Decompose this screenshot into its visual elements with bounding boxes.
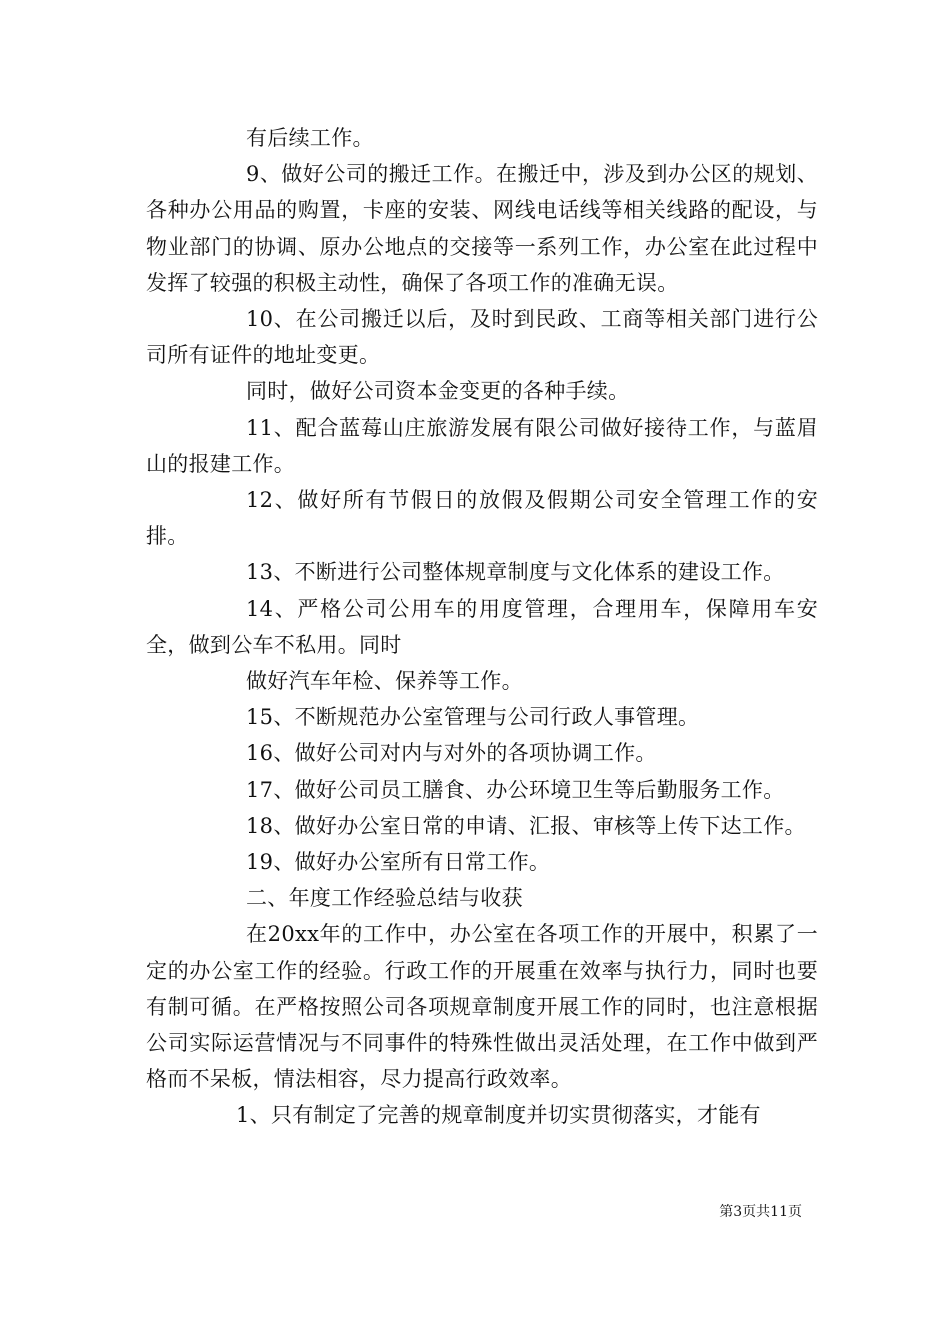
paragraph-summary: 在20xx年的工作中，办公室在各项工作的开展中，积累了一定的办公室工作的经验。行政工作的开展重在效率与执行力，同时也要有制可循。在严格按照公司各项规章制度开展工作的同时，也注意根据公司实际运营情况与不同事件的特殊性做出灵活处理，在工作中做到严格而不呆板，情法相容，尽力提高行政效率。 [146, 922, 818, 1092]
paragraph-item-14-cont: 做好汽车年检、保养等工作。 [246, 669, 523, 694]
paragraph-item-9: 9、做好公司的搬迁工作。在搬迁中，涉及到办公区的规划、各种办公用品的购置，卡座的安装、网线电话线等相关线路的配设，与物业部门的协调、原办公地点的交接等一系列工作，办公室在此过程中发挥了较强的积极主动性，确保了各项工作的准确无误。 [146, 162, 818, 295]
section-heading: 二、年度工作经验总结与收获 [246, 886, 523, 911]
paragraph-item-13: 13、不断进行公司整体规章制度与文化体系的建设工作。 [246, 560, 785, 585]
document-body [146, 120, 818, 1134]
paragraph-item-14: 14、严格公司公用车的用度管理，合理用车，保障用车安全，做到公车不私用。同时 [146, 596, 818, 657]
paragraph-item-19: 19、做好办公室所有日常工作。 [246, 850, 551, 875]
paragraph-item-16: 16、做好公司对内与对外的各项协调工作。 [246, 741, 657, 766]
paragraph-continued: 有后续工作。 [246, 126, 374, 150]
paragraph-item-17: 17、做好公司员工膳食、办公环境卫生等后勤服务工作。 [246, 777, 785, 802]
page-number: 第3页共11页 [719, 1204, 802, 1220]
paragraph-point-1: 1、只有制定了完善的规章制度并切实贯彻落实，才能有 [236, 1103, 761, 1128]
paragraph-item-18: 18、做好办公室日常的申请、汇报、审核等上传下达工作。 [246, 813, 806, 838]
paragraph-item-10: 10、在公司搬迁以后，及时到民政、工商等相关部门进行公司所有证件的地址变更。 [146, 307, 818, 368]
paragraph-item-12: 12、做好所有节假日的放假及假期公司安全管理工作的安排。 [146, 488, 818, 549]
paragraph-item-10-cont: 同时，做好公司资本金变更的各种手续。 [246, 379, 630, 404]
paragraph-item-15: 15、不断规范办公室管理与公司行政人事管理。 [246, 705, 700, 730]
paragraph-item-11: 11、配合蓝莓山庄旅游发展有限公司做好接待工作，与蓝眉山的报建工作。 [146, 415, 818, 476]
